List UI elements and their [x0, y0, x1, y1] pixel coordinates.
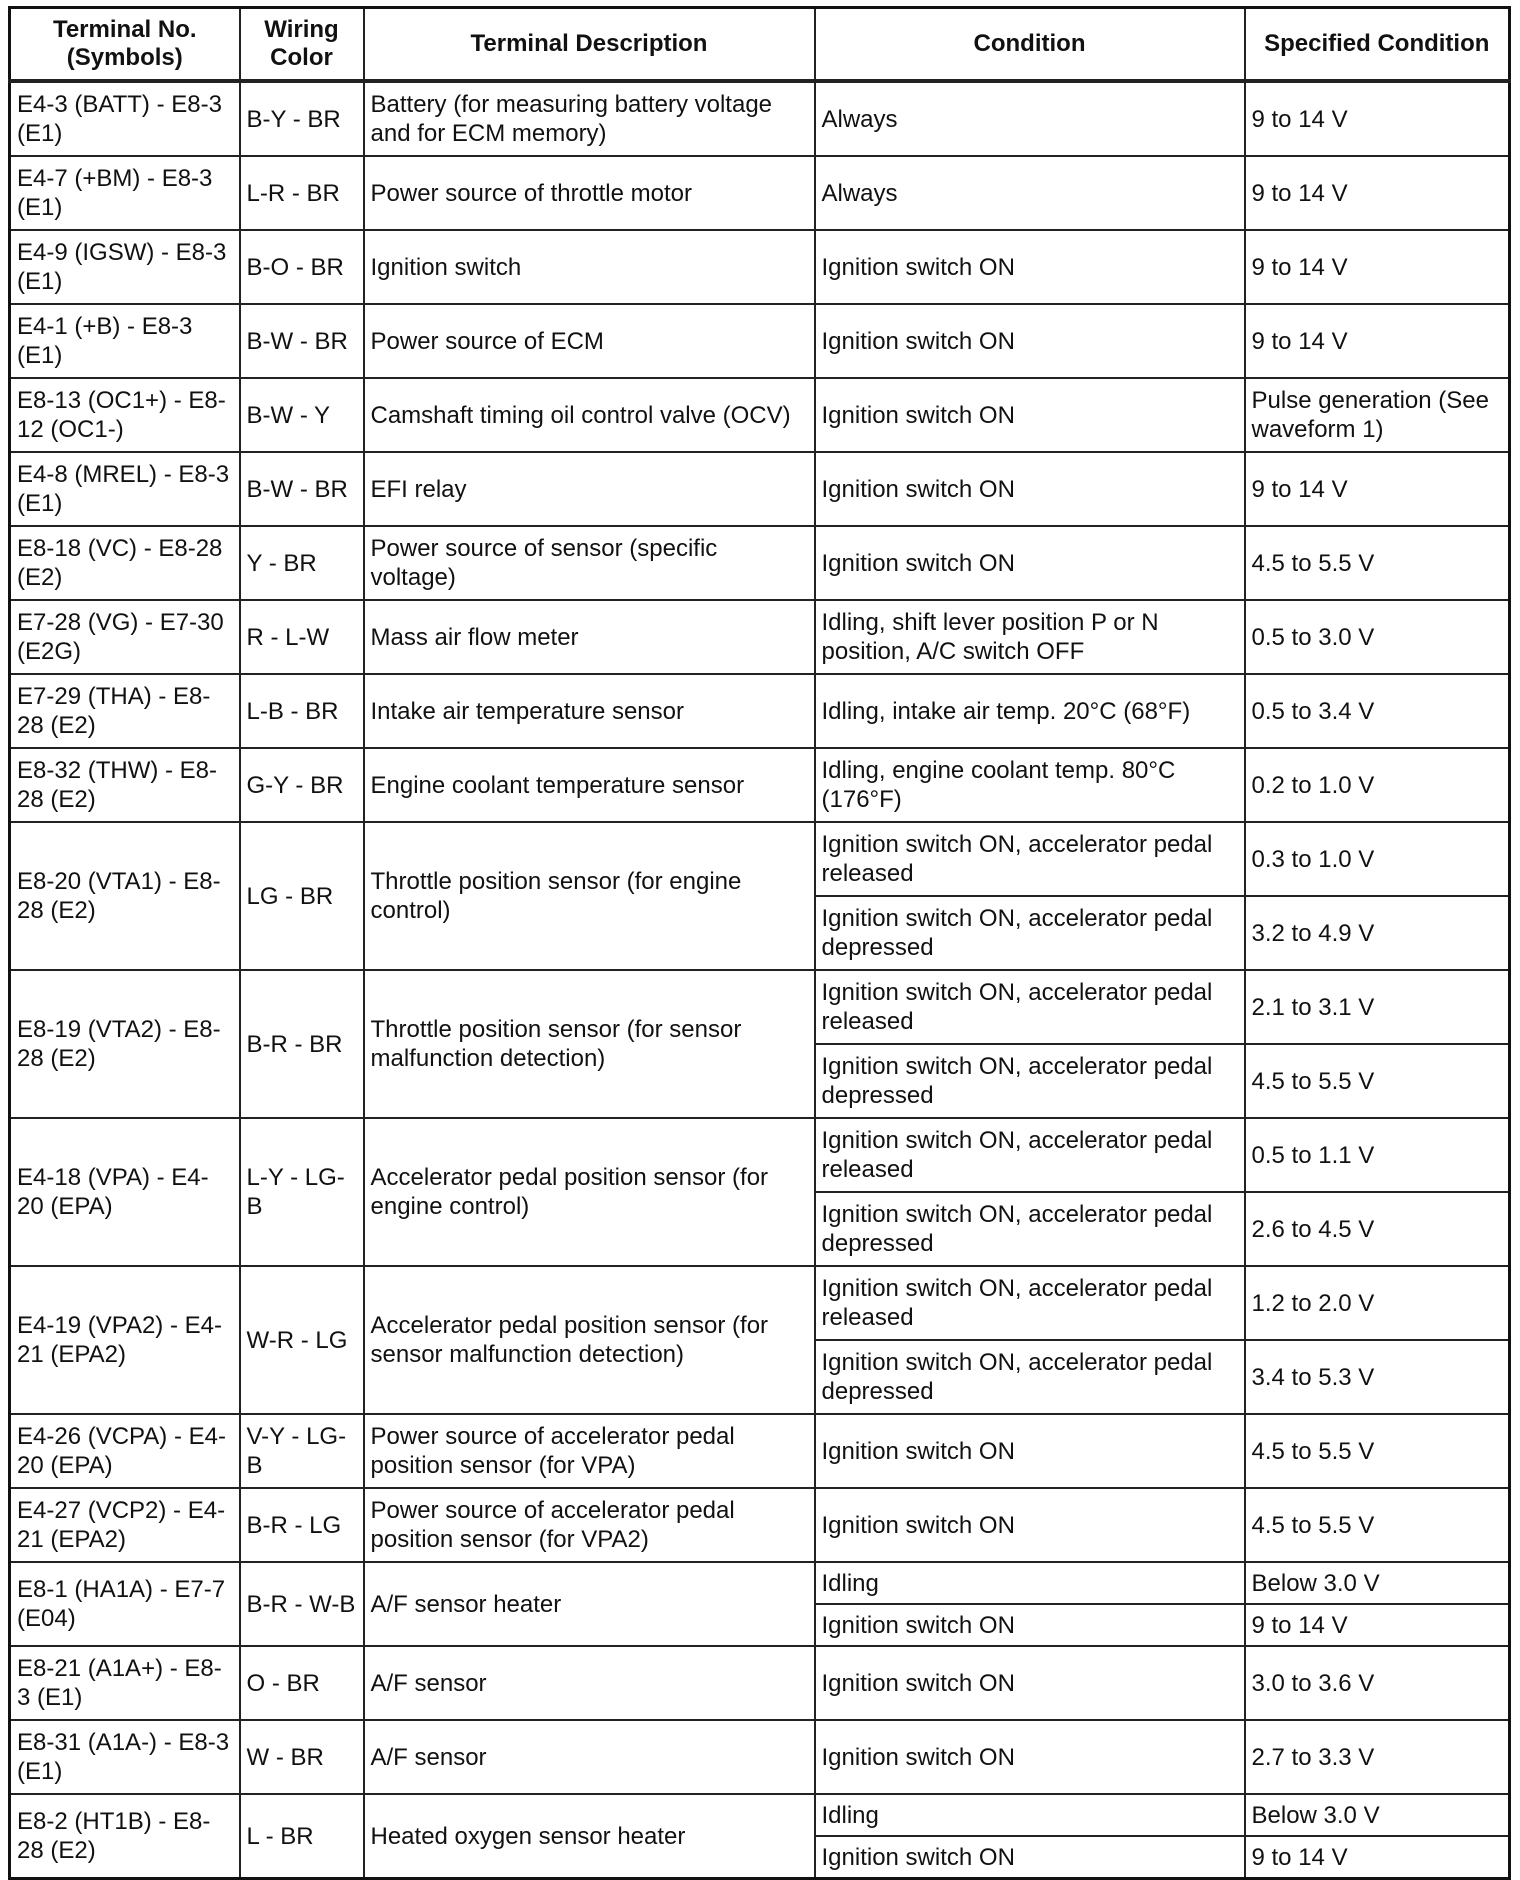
table-row: [10, 1414, 1510, 1488]
description-cell: Power source of accelerator pedal position sensor (for VPA): [364, 1414, 815, 1488]
wiring-color-cell: W-R - LG: [240, 1266, 364, 1414]
condition-cell: Ignition switch ON: [815, 1414, 1245, 1488]
spec-cell: Below 3.0 V: [1245, 1562, 1510, 1604]
wiring-color-cell: R - L-W: [240, 600, 364, 674]
table-row: [10, 674, 1510, 748]
condition-cell: Always: [815, 156, 1245, 230]
condition-cell: Ignition switch ON: [815, 1488, 1245, 1562]
terminal-cell: E4-7 (+BM) - E8-3 (E1): [10, 156, 240, 230]
spec-cell: 9 to 14 V: [1245, 1836, 1510, 1879]
header-description: Terminal Description: [364, 8, 815, 82]
description-cell: Throttle position sensor (for engine control): [364, 822, 815, 970]
condition-cell: Ignition switch ON: [815, 1720, 1245, 1794]
wiring-color-cell: L-Y - LG-B: [240, 1118, 364, 1266]
terminal-cell: E4-19 (VPA2) - E4-21 (EPA2): [10, 1266, 240, 1414]
wiring-color-cell: B-R - LG: [240, 1488, 364, 1562]
table-row: [10, 378, 1510, 452]
wiring-color-cell: B-W - BR: [240, 452, 364, 526]
condition-cell: Ignition switch ON: [815, 304, 1245, 378]
header-condition: Condition: [815, 8, 1245, 82]
table-row: [10, 748, 1510, 822]
spec-cell: 0.3 to 1.0 V: [1245, 822, 1510, 896]
wiring-color-cell: B-Y - BR: [240, 81, 364, 156]
spec-cell: 0.5 to 3.0 V: [1245, 600, 1510, 674]
table-row: [10, 970, 1510, 1044]
terminal-cell: E4-18 (VPA) - E4-20 (EPA): [10, 1118, 240, 1266]
wiring-color-cell: L - BR: [240, 1794, 364, 1879]
header-specified-condition: Specified Condition: [1245, 8, 1510, 82]
description-cell: Battery (for measuring battery voltage and for ECM memory): [364, 81, 815, 156]
spec-cell: 0.5 to 1.1 V: [1245, 1118, 1510, 1192]
spec-cell: 2.1 to 3.1 V: [1245, 970, 1510, 1044]
condition-cell: Ignition switch ON, accelerator pedal released: [815, 1266, 1245, 1340]
table-row: [10, 230, 1510, 304]
wiring-color-cell: B-O - BR: [240, 230, 364, 304]
wiring-color-cell: L-B - BR: [240, 674, 364, 748]
table-row: [10, 600, 1510, 674]
condition-cell: Idling, shift lever position P or N position, A/C switch OFF: [815, 600, 1245, 674]
condition-cell: Ignition switch ON: [815, 526, 1245, 600]
spec-cell: 9 to 14 V: [1245, 156, 1510, 230]
terminal-cell: E8-21 (A1A+) - E8-3 (E1): [10, 1646, 240, 1720]
spec-cell: 9 to 14 V: [1245, 304, 1510, 378]
table-row: [10, 304, 1510, 378]
table-row: [10, 1118, 1510, 1192]
wiring-color-cell: L-R - BR: [240, 156, 364, 230]
spec-cell: 9 to 14 V: [1245, 1604, 1510, 1646]
spec-cell: 3.0 to 3.6 V: [1245, 1646, 1510, 1720]
condition-cell: Ignition switch ON: [815, 1836, 1245, 1879]
condition-cell: Ignition switch ON: [815, 378, 1245, 452]
header-row: [10, 8, 1510, 82]
table-row: [10, 822, 1510, 896]
spec-cell: 4.5 to 5.5 V: [1245, 526, 1510, 600]
terminal-cell: E4-26 (VCPA) - E4-20 (EPA): [10, 1414, 240, 1488]
description-cell: Heated oxygen sensor heater: [364, 1794, 815, 1879]
terminal-cell: E7-29 (THA) - E8-28 (E2): [10, 674, 240, 748]
spec-cell: 3.2 to 4.9 V: [1245, 896, 1510, 970]
terminal-cell: E8-1 (HA1A) - E7-7 (E04): [10, 1562, 240, 1646]
condition-cell: Idling, intake air temp. 20°C (68°F): [815, 674, 1245, 748]
description-cell: Power source of accelerator pedal position sensor (for VPA2): [364, 1488, 815, 1562]
spec-cell: Below 3.0 V: [1245, 1794, 1510, 1836]
terminal-cell: E4-3 (BATT) - E8-3 (E1): [10, 81, 240, 156]
spec-cell: 9 to 14 V: [1245, 81, 1510, 156]
condition-cell: Ignition switch ON: [815, 1604, 1245, 1646]
wiring-color-cell: LG - BR: [240, 822, 364, 970]
wiring-color-cell: Y - BR: [240, 526, 364, 600]
terminal-cell: E8-20 (VTA1) - E8-28 (E2): [10, 822, 240, 970]
condition-cell: Ignition switch ON, accelerator pedal released: [815, 970, 1245, 1044]
wiring-color-cell: B-W - Y: [240, 378, 364, 452]
terminal-cell: E8-2 (HT1B) - E8-28 (E2): [10, 1794, 240, 1879]
spec-cell: 9 to 14 V: [1245, 452, 1510, 526]
table-row: [10, 1562, 1510, 1604]
condition-cell: Ignition switch ON, accelerator pedal released: [815, 822, 1245, 896]
table-row: [10, 1488, 1510, 1562]
spec-cell: 1.2 to 2.0 V: [1245, 1266, 1510, 1340]
table-row: [10, 452, 1510, 526]
table-row: [10, 156, 1510, 230]
table-row: [10, 1794, 1510, 1836]
description-cell: Power source of ECM: [364, 304, 815, 378]
description-cell: EFI relay: [364, 452, 815, 526]
header-wiring-color: Wiring Color: [240, 8, 364, 82]
terminal-cell: E8-18 (VC) - E8-28 (E2): [10, 526, 240, 600]
description-cell: A/F sensor heater: [364, 1562, 815, 1646]
terminal-cell: E4-27 (VCP2) - E4-21 (EPA2): [10, 1488, 240, 1562]
description-cell: A/F sensor: [364, 1720, 815, 1794]
description-cell: Ignition switch: [364, 230, 815, 304]
condition-cell: Ignition switch ON, accelerator pedal depressed: [815, 896, 1245, 970]
terminal-cell: E8-13 (OC1+) - E8-12 (OC1-): [10, 378, 240, 452]
spec-cell: 4.5 to 5.5 V: [1245, 1414, 1510, 1488]
spec-cell: Pulse generation (See waveform 1): [1245, 378, 1510, 452]
terminal-cell: E8-31 (A1A-) - E8-3 (E1): [10, 1720, 240, 1794]
description-cell: Power source of throttle motor: [364, 156, 815, 230]
table-row: [10, 1720, 1510, 1794]
wiring-color-cell: B-R - W-B: [240, 1562, 364, 1646]
condition-cell: Idling: [815, 1562, 1245, 1604]
terminal-cell: E4-9 (IGSW) - E8-3 (E1): [10, 230, 240, 304]
condition-cell: Ignition switch ON: [815, 1646, 1245, 1720]
condition-cell: Ignition switch ON, accelerator pedal depressed: [815, 1340, 1245, 1414]
condition-cell: Idling, engine coolant temp. 80°C (176°F): [815, 748, 1245, 822]
description-cell: Mass air flow meter: [364, 600, 815, 674]
description-cell: Accelerator pedal position sensor (for engine control): [364, 1118, 815, 1266]
condition-cell: Ignition switch ON: [815, 452, 1245, 526]
spec-cell: 0.5 to 3.4 V: [1245, 674, 1510, 748]
spec-cell: 4.5 to 5.5 V: [1245, 1044, 1510, 1118]
spec-cell: 2.6 to 4.5 V: [1245, 1192, 1510, 1266]
spec-cell: 0.2 to 1.0 V: [1245, 748, 1510, 822]
wiring-color-cell: B-W - BR: [240, 304, 364, 378]
description-cell: Power source of sensor (specific voltage): [364, 526, 815, 600]
spec-cell: 3.4 to 5.3 V: [1245, 1340, 1510, 1414]
wiring-color-cell: W - BR: [240, 1720, 364, 1794]
table-row: [10, 1646, 1510, 1720]
spec-cell: 4.5 to 5.5 V: [1245, 1488, 1510, 1562]
condition-cell: Ignition switch ON, accelerator pedal depressed: [815, 1192, 1245, 1266]
wiring-color-cell: V-Y - LG-B: [240, 1414, 364, 1488]
spec-cell: 2.7 to 3.3 V: [1245, 1720, 1510, 1794]
condition-cell: Idling: [815, 1794, 1245, 1836]
wiring-color-cell: B-R - BR: [240, 970, 364, 1118]
description-cell: Throttle position sensor (for sensor malfunction detection): [364, 970, 815, 1118]
description-cell: A/F sensor: [364, 1646, 815, 1720]
description-cell: Intake air temperature sensor: [364, 674, 815, 748]
wiring-color-cell: O - BR: [240, 1646, 364, 1720]
table-row: [10, 81, 1510, 156]
terminal-cell: E7-28 (VG) - E7-30 (E2G): [10, 600, 240, 674]
wiring-color-cell: G-Y - BR: [240, 748, 364, 822]
table-row: [10, 1266, 1510, 1340]
header-terminal: Terminal No. (Symbols): [10, 8, 240, 82]
condition-cell: Ignition switch ON, accelerator pedal depressed: [815, 1044, 1245, 1118]
terminal-cell: E4-1 (+B) - E8-3 (E1): [10, 304, 240, 378]
condition-cell: Always: [815, 81, 1245, 156]
terminal-cell: E4-8 (MREL) - E8-3 (E1): [10, 452, 240, 526]
description-cell: Accelerator pedal position sensor (for sensor malfunction detection): [364, 1266, 815, 1414]
terminal-cell: E8-19 (VTA2) - E8-28 (E2): [10, 970, 240, 1118]
spec-cell: 9 to 14 V: [1245, 230, 1510, 304]
condition-cell: Ignition switch ON, accelerator pedal released: [815, 1118, 1245, 1192]
table-row: [10, 526, 1510, 600]
terminal-cell: E8-32 (THW) - E8-28 (E2): [10, 748, 240, 822]
description-cell: Engine coolant temperature sensor: [364, 748, 815, 822]
terminal-table: [8, 6, 1511, 1880]
condition-cell: Ignition switch ON: [815, 230, 1245, 304]
description-cell: Camshaft timing oil control valve (OCV): [364, 378, 815, 452]
